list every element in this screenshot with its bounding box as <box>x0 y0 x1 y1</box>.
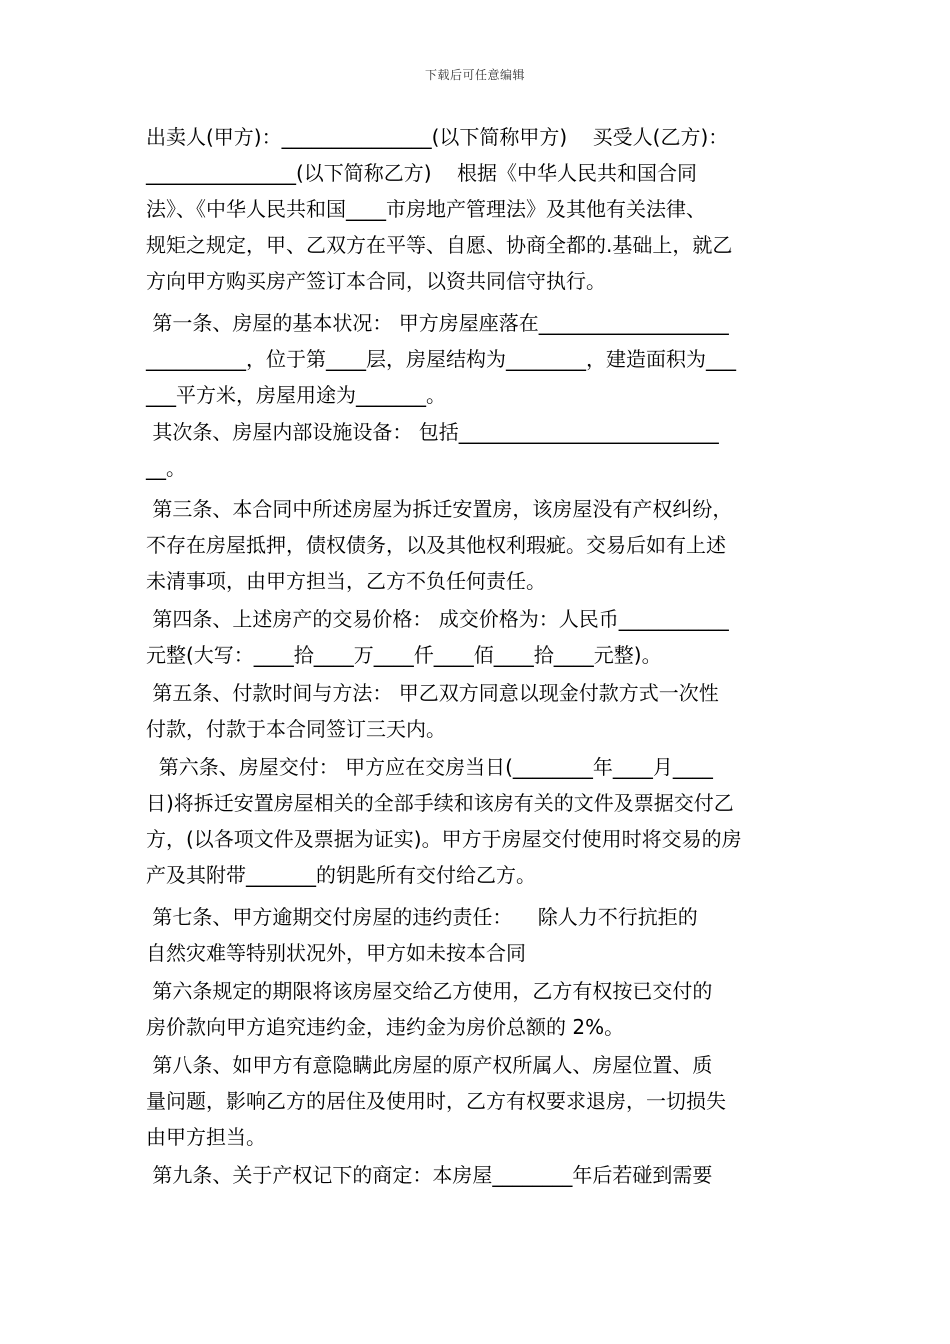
text-line: 方向甲方购买房产签订本合同，以资共同信守执行。 <box>146 269 606 293</box>
text-line: ___平方米，房屋用途为_______。 <box>146 383 446 407</box>
text-line: 第四条、上述房产的交易价格： 成交价格为：人民币___________ <box>146 607 729 631</box>
text-line: 法》、《中华人民共和国____市房地产管理法》及其他有关法律、 <box>146 197 706 221</box>
text-line: __________，位于第____层，房屋结构为________，建造面积为___ <box>146 347 736 371</box>
text-line: 第一条、房屋的基本状况： 甲方房屋座落在___________________ <box>146 311 729 335</box>
text-line: 产及其附带_______的钥匙所有交付给乙方。 <box>146 863 536 887</box>
text-line: 付款，付款于本合同签订三天内。 <box>146 717 446 741</box>
text-line: 第五条、付款时间与方法： 甲乙双方同意以现金付款方式一次性 <box>146 681 719 705</box>
text-line: 自然灾难等特别状况外，甲方如未按本合同 <box>146 941 526 965</box>
text-line: 出卖人(甲方)：_______________(以下简称甲方) 买受人(乙方)： <box>146 125 729 149</box>
text-line: 方，(以各项文件及票据为证实)。甲方于房屋交付使用时将交易的房 <box>146 827 742 851</box>
text-line: 未清事项，由甲方担当，乙方不负任何责任。 <box>146 569 546 593</box>
text-line: 不存在房屋抵押，债权债务，以及其他权利瑕疵。交易后如有上述 <box>146 533 726 557</box>
text-line: 规矩之规定，甲、乙双方在平等、自愿、协商全都的.基础上，就乙 <box>146 233 733 257</box>
page-header: 下载后可任意编辑 <box>424 68 525 82</box>
text-line: 第六条、房屋交付： 甲方应在交房当日(________年____月____ <box>146 755 713 779</box>
text-line: __。 <box>146 456 186 480</box>
text-line: 由甲方担当。 <box>146 1125 266 1149</box>
text-line: 量问题，影响乙方的居住及使用时，乙方有权要求退房，一切损失 <box>146 1089 726 1113</box>
text-line: 日)将拆迁安置房屋相关的全部手续和该房有关的文件及票据交付乙 <box>146 791 734 815</box>
text-line: 第九条、关于产权记下的商定：本房屋________年后若碰到需要 <box>146 1163 713 1187</box>
text-line: 房价款向甲方追究违约金，违约金为房价总额的 2%。 <box>146 1015 625 1039</box>
text-line: 其次条、房屋内部设施设备： 包括__________________________ <box>146 420 719 444</box>
text-line: 第八条、如甲方有意隐瞒此房屋的原产权所属人、房屋位置、质 <box>146 1053 713 1077</box>
text-line: 第六条规定的期限将该房屋交给乙方使用，乙方有权按已交付的 <box>146 979 713 1003</box>
text-line: 第三条、本合同中所述房屋为拆迁安置房，该房屋没有产权纠纷， <box>146 497 733 521</box>
text-line: _______________(以下简称乙方) 根据《中华人民共和国合同 <box>146 161 698 185</box>
text-line: 第七条、甲方逾期交付房屋的违约责任： 除人力不行抗拒的 <box>146 905 698 929</box>
text-line: 元整(大写：____拾____万____仟____佰____拾____元整)。 <box>146 643 662 667</box>
